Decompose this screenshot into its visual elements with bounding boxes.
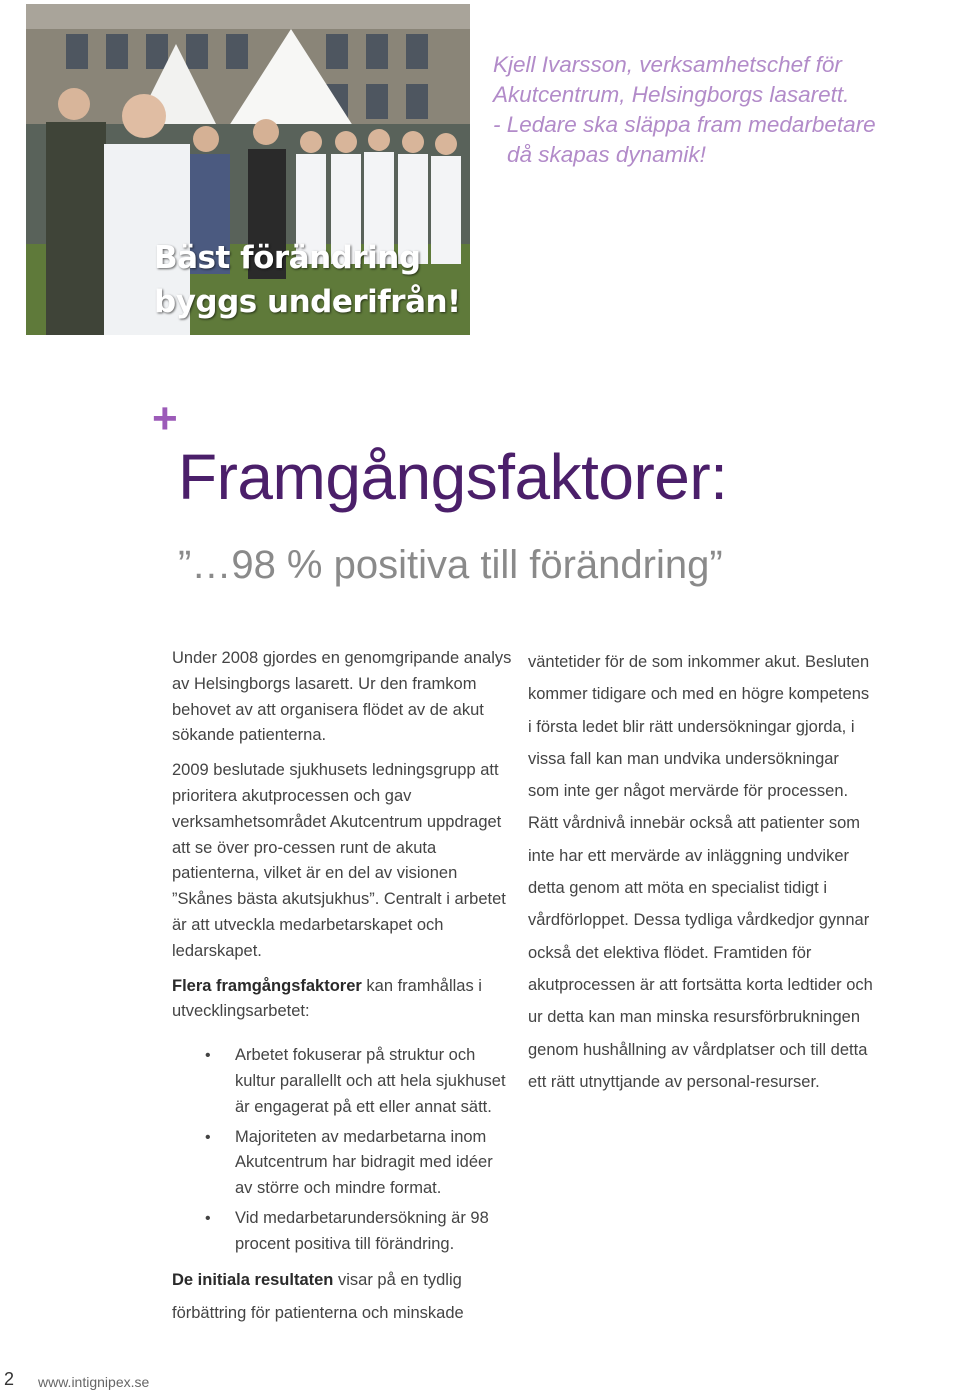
list-item bbox=[172, 1125, 512, 1202]
success-factor-list bbox=[172, 1043, 512, 1257]
list-item bbox=[172, 1206, 512, 1258]
results-rest: visar på en tydlig förbättring för patienterna och minskade bbox=[172, 1270, 464, 1322]
caption-line-1: Kjell Ivarsson, verksamhetschef för bbox=[493, 52, 842, 77]
success-factors-rest: kan framhållas i utvecklingsarbetet: bbox=[172, 976, 482, 1021]
success-factors-lead: Flera framgångsfaktorer bbox=[172, 976, 362, 995]
photo-headline bbox=[154, 236, 461, 324]
bullet-icon: • bbox=[205, 1209, 211, 1227]
caption-line-2: Akutcentrum, Helsingborgs lasarett. bbox=[493, 82, 850, 107]
page-title: Framgångsfaktorer: bbox=[178, 441, 728, 513]
caption-line-4: då skapas dynamik! bbox=[507, 142, 706, 167]
page-number: 2 bbox=[4, 1369, 15, 1389]
paragraph-results bbox=[172, 1264, 512, 1330]
paragraph-continued: väntetider för de som inkommer akut. Besluten kommer tidigare och med en högre kompetens i första ledet blir rätt undersökningar gjorda, i vissa fall kan man undvika undersökningar som inte ger något mervärde för processen. Rätt vårdnivå innebär också att patienter som inte har ett mervärde av inläggning undviker detta genom att möta en specialist tidigt i vårdförloppet. Dessa tydliga vårdkedjor gynnar också det elektiva flödet. Framtiden för akutprocessen är att fortsätta korta ledtider och ur detta kan man minska resursförbrukningen genom hushållning av vårdplatser och till detta ett rätt utnyttjande av personal-resurser. bbox=[528, 653, 873, 1091]
photo-headline-line-1: Bäst förändring bbox=[154, 240, 421, 276]
photo-caption bbox=[493, 50, 933, 170]
paragraph-success-factors bbox=[172, 974, 512, 1026]
plus-icon: + bbox=[152, 394, 178, 443]
page-subtitle: ”…98 % positiva till förändring” bbox=[178, 543, 723, 587]
list-item-text: Vid medarbetarundersökning är 98 procent positiva till förändring. bbox=[235, 1208, 489, 1253]
photo-headline-line-2: byggs underifrån! bbox=[154, 284, 461, 320]
paragraph-decision: 2009 beslutade sjukhusets ledningsgrupp att prioritera akutprocessen och gav verksamhetsområdet Akutcentrum uppdraget att se över pro-cessen runt de akuta patienterna, vilket är en del av visionen ”Skånes bästa akutsjukhus”. Centralt i arbetet är att utveckla medarbetarskapet och ledarskapet. bbox=[172, 761, 506, 960]
footer-url: www.intignipex.se bbox=[38, 1374, 150, 1390]
caption-line-3: - Ledare ska släppa fram medarbetare bbox=[493, 112, 876, 137]
bullet-icon: • bbox=[205, 1047, 211, 1065]
results-lead: De initiala resultaten bbox=[172, 1270, 334, 1289]
paragraph-analysis: Under 2008 gjordes en genomgripande analys av Helsingborgs lasarett. Ur den framkom behovet av att organisera flödet av de akut sökande patienterna. bbox=[172, 649, 512, 745]
staff-photo bbox=[26, 4, 470, 335]
bullet-icon: • bbox=[205, 1128, 211, 1146]
left-column bbox=[172, 646, 512, 1339]
list-item-text: Arbetet fokuserar på struktur och kultur parallellt och att hela sjukhuset är engagerat på ett eller annat sätt. bbox=[235, 1046, 506, 1116]
list-item bbox=[172, 1043, 512, 1120]
right-column bbox=[528, 646, 873, 1098]
list-item-text: Majoriteten av medarbetarna inom Akutcentrum har bidragit med idéer av större och mindre format. bbox=[235, 1127, 493, 1198]
